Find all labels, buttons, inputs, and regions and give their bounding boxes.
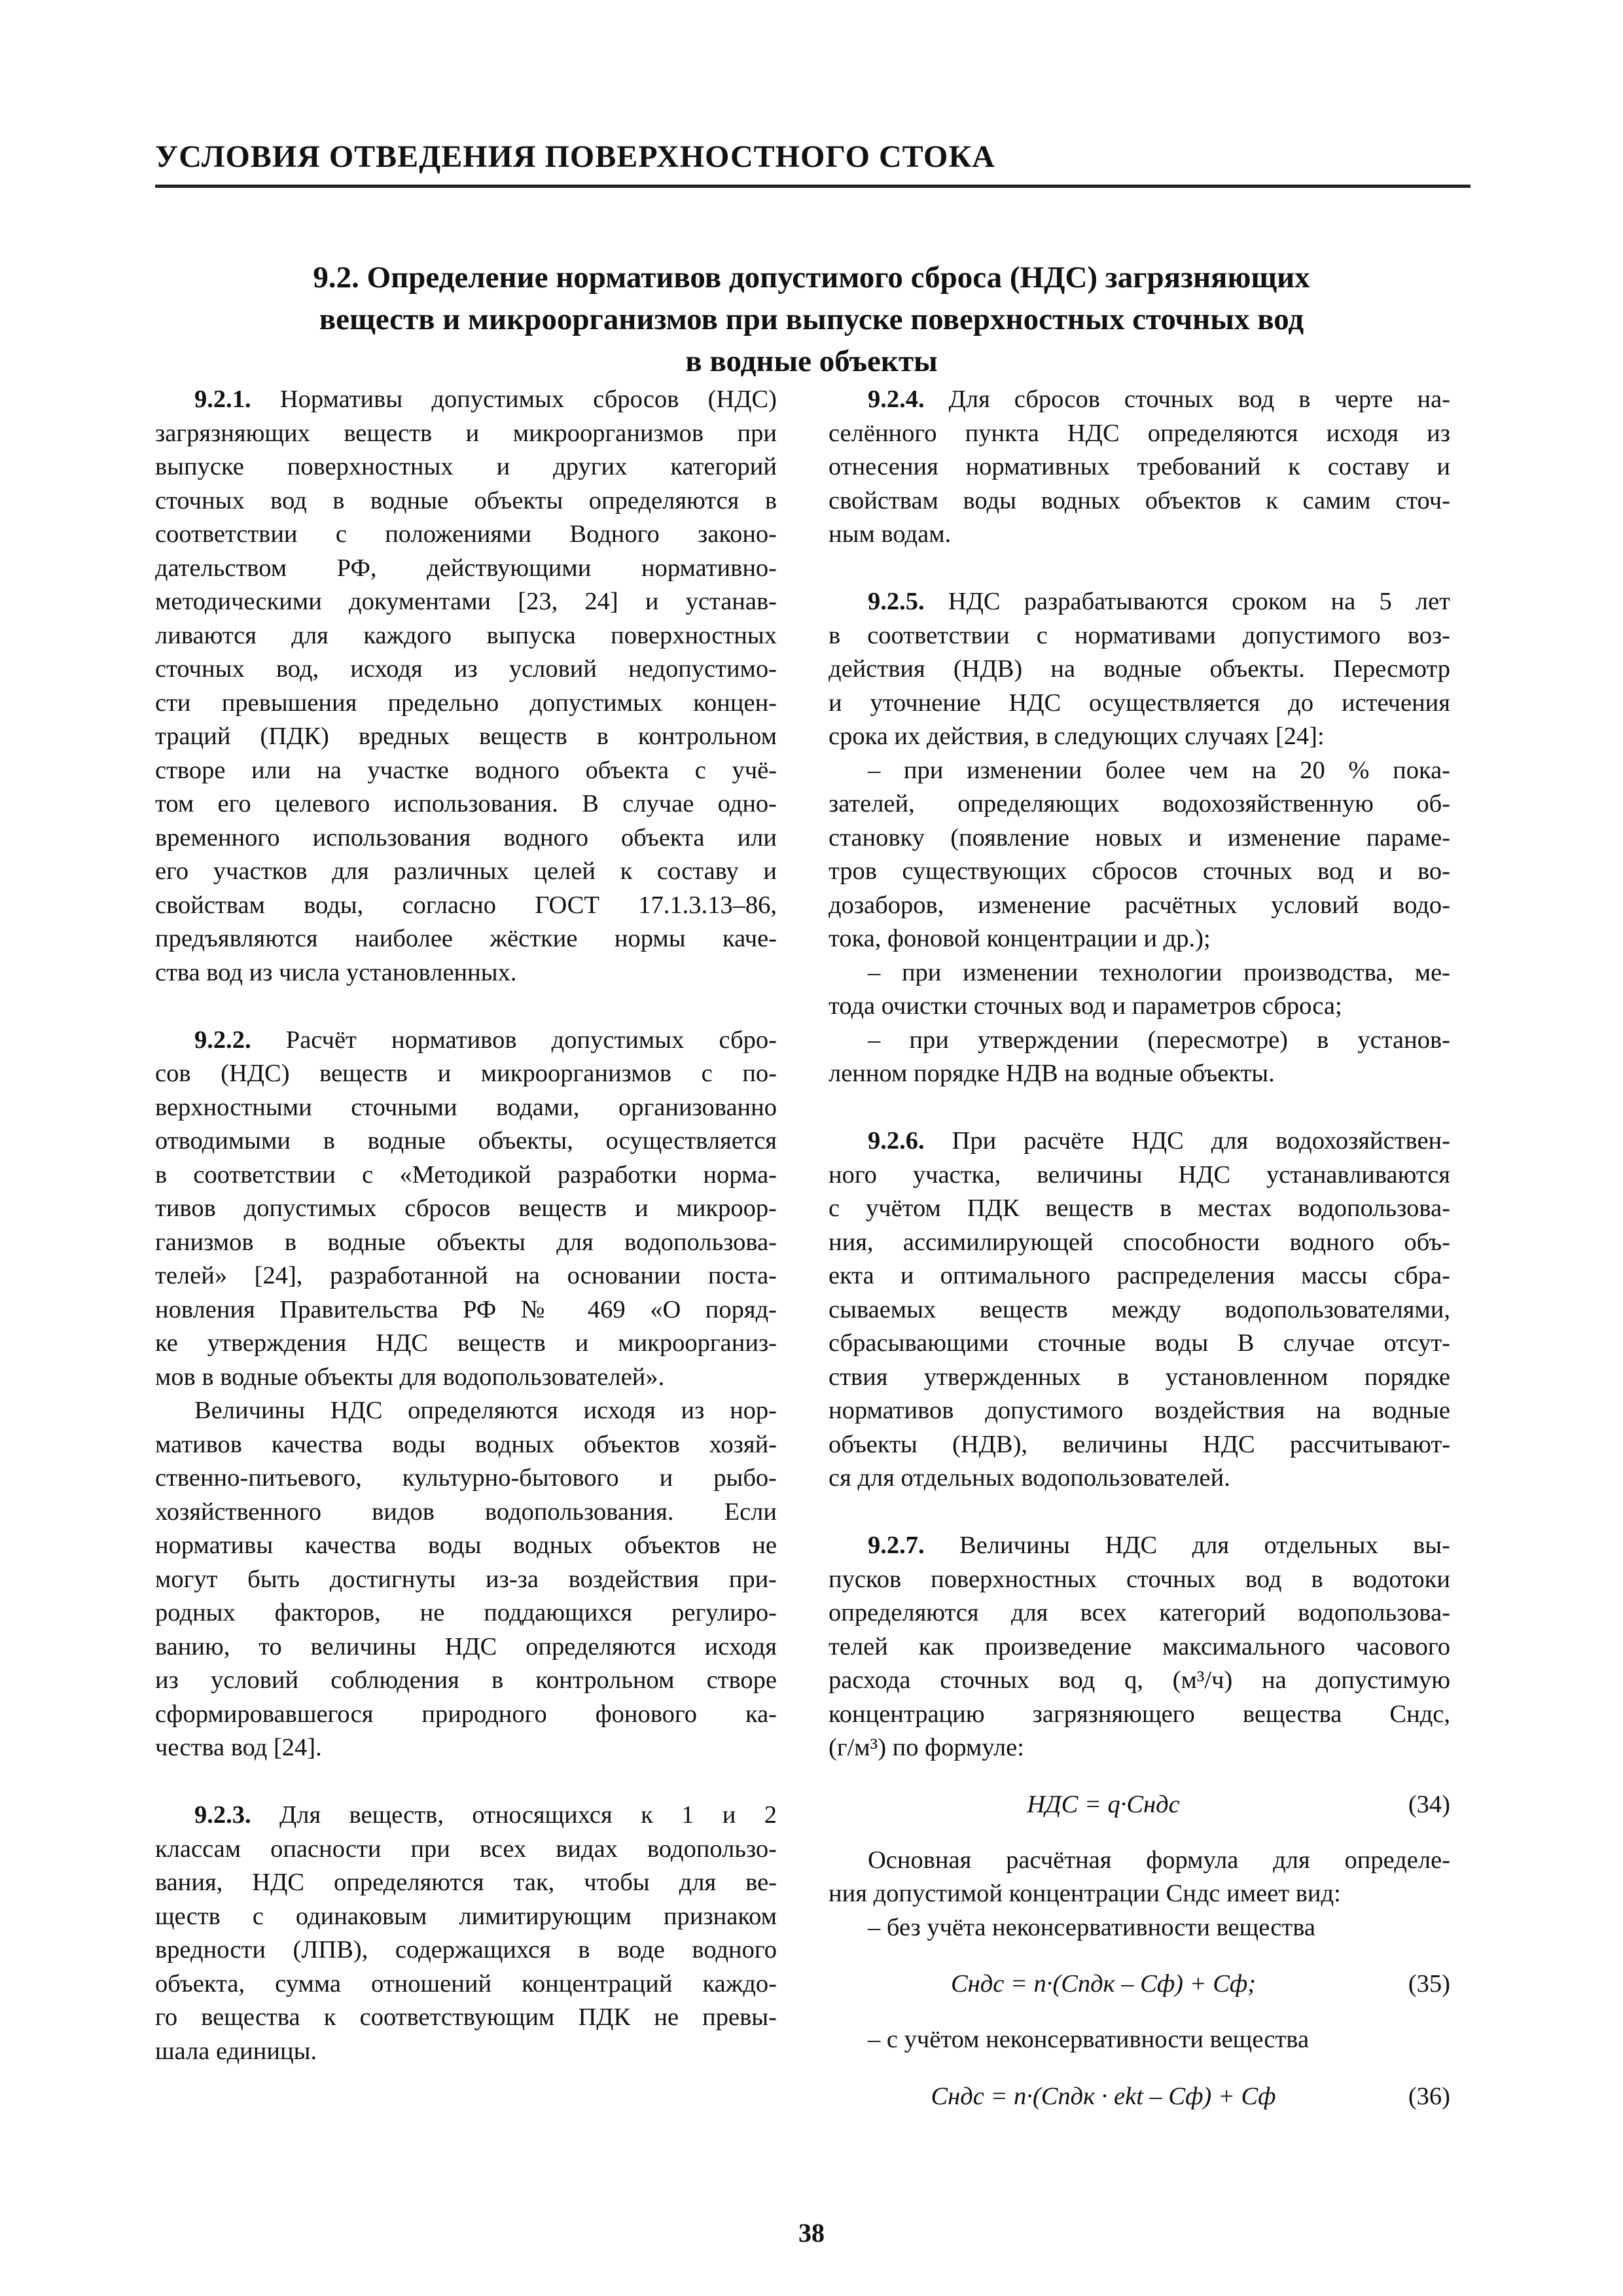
paragraph-text: шала единицы. bbox=[155, 2037, 317, 2065]
list-item-line: тода очистки сточных вод и параметров сброса; bbox=[829, 992, 1342, 1020]
paragraph-line bbox=[829, 1293, 1450, 1327]
paragraph-text: его участков для различных целей к составу и bbox=[155, 857, 777, 885]
paragraph-line bbox=[155, 417, 777, 451]
paragraph-text: пусков поверхностных сточных вод в водотоки bbox=[829, 1565, 1450, 1593]
paragraph-line bbox=[829, 1192, 1450, 1226]
paragraph-text: сти превышения предельно допустимых концен- bbox=[155, 689, 777, 717]
paragraph-line bbox=[829, 518, 1450, 552]
clause-number: 9.2.7. bbox=[868, 1532, 925, 1559]
paragraph-text: ганизмов в водные объекты для водопользова- bbox=[155, 1228, 777, 1256]
formula-number: (36) bbox=[1408, 2082, 1450, 2110]
paragraph-text: верхностными сточными водами, организованно bbox=[155, 1093, 777, 1121]
paragraph-line bbox=[155, 450, 777, 484]
paragraph-text: объекта, сумма отношений концентраций каждо- bbox=[155, 1969, 777, 1998]
paragraph-text: сбрасывающими сточные воды В случае отсут- bbox=[829, 1329, 1450, 1357]
paragraph-text: новления Правительства РФ № 469 «О поряд- bbox=[155, 1295, 777, 1323]
paragraph-line bbox=[829, 1462, 1450, 1496]
paragraph-text: При расчёте НДС для водохозяйствен- bbox=[924, 1127, 1450, 1155]
list-item-line: ленном порядке НДВ на водные объекты. bbox=[829, 1060, 1275, 1087]
paragraph-text: классам опасности при всех видах водопользо- bbox=[155, 1835, 777, 1863]
paragraph-text: мов в водные объекты для водопользователей». bbox=[155, 1363, 665, 1391]
paragraph-line bbox=[155, 855, 777, 889]
paragraph-text: загрязняющих веществ и микроорганизмов при bbox=[155, 419, 777, 447]
paragraph-line: ния допустимой концентрации Cндс имеет вид: bbox=[829, 1880, 1341, 1907]
paragraph-text: сываемых веществ между водопользователями, bbox=[829, 1295, 1450, 1323]
paragraph-line: Величины НДС определяются исходя из нор- bbox=[194, 1397, 777, 1424]
paragraph-line: сформировавшегося природного фонового ка- bbox=[155, 1700, 777, 1728]
paragraph-text: расхода сточных вод q, (м³/ч) на допустимую bbox=[829, 1666, 1450, 1694]
paragraph-text: сточных вод в водные объекты определяются в bbox=[155, 486, 777, 514]
paragraph-text: тивов допустимых сбросов веществ и микроор- bbox=[155, 1194, 777, 1222]
paragraph-text: действия (НДВ) на водные объекты. Пересмотр bbox=[829, 655, 1450, 683]
list-item-line: тока, фоновой концентрации и др.); bbox=[829, 925, 1211, 952]
paragraph-text: дательством РФ, действующими нормативно- bbox=[155, 554, 777, 582]
paragraph-text: Для сбросов сточных вод в черте на- bbox=[924, 386, 1450, 413]
paragraph-text: нормативов допустимого воздействия на водные bbox=[829, 1397, 1450, 1424]
paragraph-line bbox=[155, 1967, 777, 2001]
paragraph-line bbox=[155, 2001, 777, 2035]
paragraph-line: могут быть достигнуты из-за воздействия при- bbox=[155, 1565, 777, 1593]
paragraph-line bbox=[155, 956, 777, 990]
page-number: 38 bbox=[798, 2218, 825, 2248]
paragraph-line bbox=[155, 552, 777, 586]
paragraph-text: ливаются для каждого выпуска поверхностных bbox=[155, 621, 777, 649]
paragraph-text: створе или на участке водного объекта с учё- bbox=[155, 756, 777, 784]
paragraph-line bbox=[155, 383, 777, 417]
paragraph-line bbox=[155, 484, 777, 518]
paragraph-text: селённого пункта НДС определяются исходя из bbox=[829, 419, 1450, 447]
paragraph-text: Для веществ, относящихся к 1 и 2 bbox=[251, 1801, 777, 1829]
paragraph-line bbox=[829, 1259, 1450, 1293]
paragraph-text: свойствам воды водных объектов к самим сточ- bbox=[829, 486, 1450, 514]
paragraph-gap bbox=[155, 1765, 777, 1799]
paragraph-line bbox=[155, 1192, 777, 1226]
paragraph-line bbox=[155, 1259, 777, 1293]
paragraph-text: вредности (ЛПВ), содержащихся в воде водного bbox=[155, 1936, 777, 1964]
paragraph-line: из условий соблюдения в контрольном створе bbox=[155, 1666, 777, 1694]
paragraph-text: НДС разрабатываются сроком на 5 лет bbox=[924, 588, 1450, 615]
paragraph-text: (г/м³) по формуле: bbox=[829, 1734, 1024, 1761]
paragraph-line bbox=[155, 821, 777, 855]
paragraph-line bbox=[829, 1596, 1450, 1630]
paragraph-text: ния, ассимилирующей способности водного объ- bbox=[829, 1228, 1450, 1256]
paragraph-line bbox=[155, 1293, 777, 1327]
formula-35 bbox=[829, 1945, 1450, 2023]
paragraph-text: ся для отдельных водопользователей. bbox=[829, 1464, 1230, 1492]
paragraph-line bbox=[829, 484, 1450, 518]
paragraph-line bbox=[829, 1664, 1450, 1698]
paragraph-text: ке утверждения НДС веществ и микроорганиз- bbox=[155, 1329, 777, 1357]
paragraph-text: срока их действия, в следующих случаях [24]: bbox=[829, 723, 1325, 750]
paragraph-text: временного использования водного объекта или bbox=[155, 823, 777, 852]
formula-36 bbox=[829, 2057, 1450, 2136]
paragraph-text: объекты (НДВ), величины НДС рассчитывают- bbox=[829, 1430, 1450, 1458]
paragraph-line bbox=[155, 1124, 777, 1158]
paragraph-text: методическими документами [23, 24] и устанав- bbox=[155, 588, 777, 615]
paragraph-text: том его целевого использования. В случае одно- bbox=[155, 790, 777, 817]
paragraph-line bbox=[155, 687, 777, 721]
paragraph-line bbox=[155, 1833, 777, 1867]
paragraph-line bbox=[829, 1529, 1450, 1563]
formula-expression: Cндс = n·(Cпдк – Cф) + Cф; bbox=[950, 1970, 1257, 1998]
paragraph-text: выпуске поверхностных и других категорий bbox=[155, 453, 777, 480]
paragraph-line bbox=[155, 653, 777, 687]
paragraph-line bbox=[155, 1900, 777, 1934]
paragraph-line: родных факторов, не поддающихся регулиро- bbox=[155, 1599, 777, 1626]
paragraph-line bbox=[155, 1057, 777, 1091]
paragraph-line bbox=[155, 619, 777, 653]
paragraph-line: ванию, то величины НДС определяются исходя bbox=[155, 1632, 777, 1660]
paragraph-line bbox=[829, 687, 1450, 721]
paragraph-text: в соответствии с «Методикой разработки норма- bbox=[155, 1160, 777, 1189]
paragraph-line bbox=[829, 383, 1450, 417]
paragraph-text: телей» [24], разработанной на основании поста- bbox=[155, 1262, 777, 1289]
paragraph-text: Величины НДС для отдельных вы- bbox=[924, 1532, 1450, 1559]
paragraph-line bbox=[155, 1799, 777, 1833]
paragraph-text: сточных вод, исходя из условий недопустимо- bbox=[155, 655, 777, 683]
clause-number: 9.2.2. bbox=[194, 1026, 251, 1054]
paragraph-line bbox=[155, 1361, 777, 1395]
clause-number: 9.2.3. bbox=[194, 1801, 251, 1829]
section-title-line: в водные объекты bbox=[685, 344, 938, 378]
paragraph-line bbox=[155, 754, 777, 788]
paragraph-line bbox=[155, 1024, 777, 1058]
formula-number: (35) bbox=[1408, 1970, 1450, 1998]
formula-expression: НДС = q·Cндс bbox=[1027, 1790, 1180, 1818]
paragraph-line bbox=[829, 619, 1450, 653]
section-title-line: веществ и микроорганизмов при выпуске поверхностных сточных вод bbox=[319, 302, 1304, 336]
paragraph-line bbox=[829, 1394, 1450, 1428]
paragraph-text: сов (НДС) веществ и микроорганизмов с по- bbox=[155, 1060, 777, 1087]
paragraph-text: концентрацию загрязняющего вещества Cндс, bbox=[829, 1700, 1450, 1728]
paragraph-line: мативов качества воды водных объектов хозяй- bbox=[155, 1430, 777, 1458]
paragraph-text: вания, НДС определяются так, чтобы для ве- bbox=[155, 1869, 777, 1896]
paragraph-text: ства вод из числа установленных. bbox=[155, 958, 517, 986]
paragraph-line bbox=[155, 1226, 777, 1260]
paragraph-text: екта и оптимального распределения массы сбра- bbox=[829, 1262, 1450, 1289]
paragraph-line bbox=[829, 585, 1450, 619]
paragraph-text: соответствии с положениями Водного законо- bbox=[155, 520, 777, 548]
paragraph-text: телей как произведение максимального часового bbox=[829, 1632, 1450, 1660]
list-item-line: становку (появление новых и изменение параме- bbox=[829, 823, 1450, 852]
paragraph-text: предъявляются наиболее жёсткие нормы каче- bbox=[155, 925, 777, 952]
paragraph-line bbox=[155, 1933, 777, 1967]
paragraph-text: траций (ПДК) вредных веществ в контрольном bbox=[155, 723, 777, 750]
left-column bbox=[155, 383, 777, 2068]
clause-number: 9.2.5. bbox=[868, 588, 925, 615]
section-title bbox=[196, 257, 1427, 382]
paragraph-line bbox=[829, 720, 1450, 754]
list-item-line: дозаборов, изменение расчётных условий водо- bbox=[829, 891, 1450, 919]
paragraph-line bbox=[829, 1630, 1450, 1664]
paragraph-line bbox=[829, 1731, 1450, 1765]
running-title: УСЛОВИЯ ОТВЕДЕНИЯ ПОВЕРХНОСТНОГО СТОКА bbox=[155, 139, 995, 174]
paragraph-text: ществ с одинаковым лимитирующим признаком bbox=[155, 1902, 777, 1930]
paragraph-line bbox=[829, 1361, 1450, 1395]
paragraph-gap bbox=[829, 1091, 1450, 1125]
formula-number: (34) bbox=[1408, 1790, 1450, 1818]
paragraph-line: – с учётом неконсервативности вещества bbox=[868, 2026, 1310, 2053]
formula-expression: Cндс = n·(Cпдк · ekt – Cф) + Cф bbox=[931, 2082, 1276, 2110]
paragraph-text: отнесения нормативных требований к составу и bbox=[829, 453, 1450, 480]
paragraph-line: чества вод [24]. bbox=[155, 1734, 322, 1761]
list-item-line: тров существующих сбросов сточных вод и во- bbox=[829, 857, 1450, 885]
paragraph-text: ным водам. bbox=[829, 520, 952, 548]
paragraph-line bbox=[829, 1698, 1450, 1732]
paragraph-line: хозяйственного видов водопользования. Если bbox=[155, 1498, 777, 1526]
paragraph-text: и уточнение НДС осуществляется до истечения bbox=[829, 689, 1450, 717]
paragraph-line bbox=[829, 1226, 1450, 1260]
list-item-line: зателей, определяющих водохозяйственную об- bbox=[829, 790, 1450, 817]
paragraph-line bbox=[829, 1563, 1450, 1597]
paragraph-line bbox=[829, 417, 1450, 451]
paragraph-text: го вещества к соответствующим ПДК не превы- bbox=[155, 2003, 777, 2031]
paragraph-line bbox=[829, 1158, 1450, 1193]
paragraph-line bbox=[829, 450, 1450, 484]
right-column bbox=[829, 383, 1450, 2136]
paragraph-text: свойствам воды, согласно ГОСТ 17.1.3.13–86, bbox=[155, 891, 777, 919]
paragraph-text: ствия утвержденных в установленном порядке bbox=[829, 1363, 1450, 1391]
paragraph-text: Расчёт нормативов допустимых сбро- bbox=[251, 1026, 777, 1054]
paragraph-line bbox=[155, 518, 777, 552]
paragraph-text: в соответствии с нормативами допустимого воз- bbox=[829, 621, 1450, 649]
paragraph-gap bbox=[829, 552, 1450, 586]
clause-number: 9.2.4. bbox=[868, 386, 925, 413]
paragraph-gap bbox=[155, 990, 777, 1024]
paragraph-line bbox=[155, 585, 777, 619]
paragraph-text: определяются для всех категорий водопользова- bbox=[829, 1599, 1450, 1626]
paragraph-line bbox=[829, 1428, 1450, 1462]
formula-34 bbox=[829, 1765, 1450, 1844]
paragraph-text: Нормативы допустимых сбросов (НДС) bbox=[251, 386, 777, 413]
paragraph-text: отводимыми в водные объекты, осуществляется bbox=[155, 1127, 777, 1155]
paragraph-line: ственно-питьевого, культурно-бытового и рыбо- bbox=[155, 1464, 777, 1492]
paragraph-line bbox=[829, 1327, 1450, 1361]
header-rule bbox=[155, 185, 1471, 188]
paragraph-line bbox=[155, 787, 777, 821]
paragraph-line bbox=[829, 653, 1450, 687]
paragraph-line: – без учёта неконсервативности вещества bbox=[868, 1913, 1315, 1941]
paragraph-line bbox=[155, 1866, 777, 1900]
clause-number: 9.2.6. bbox=[868, 1127, 925, 1155]
list-item-line: – при изменении более чем на 20 % пока- bbox=[868, 756, 1450, 784]
paragraph-text: ного участка, величины НДС устанавливаются bbox=[829, 1160, 1450, 1189]
paragraph-line bbox=[829, 1124, 1450, 1158]
list-item-line: – при утверждении (пересмотре) в установ- bbox=[868, 1026, 1450, 1054]
paragraph-line bbox=[155, 1091, 777, 1125]
paragraph-line bbox=[155, 720, 777, 754]
paragraph-line bbox=[155, 889, 777, 923]
paragraph-line bbox=[155, 922, 777, 956]
paragraph-line: нормативы качества воды водных объектов не bbox=[155, 1532, 777, 1559]
clause-number: 9.2.1. bbox=[194, 386, 251, 413]
section-title-line: 9.2. Определение нормативов допустимого сброса (НДС) загрязняющих bbox=[313, 260, 1310, 295]
paragraph-line bbox=[155, 1327, 777, 1361]
paragraph-gap bbox=[829, 1496, 1450, 1530]
paragraph-line: Основная расчётная формула для определе- bbox=[868, 1846, 1450, 1874]
paragraph-text: с учётом ПДК веществ в местах водопользова- bbox=[829, 1194, 1450, 1222]
paragraph-line bbox=[155, 1158, 777, 1193]
list-item-line: – при изменении технологии производства, ме- bbox=[868, 958, 1450, 986]
paragraph-line bbox=[155, 2035, 777, 2069]
